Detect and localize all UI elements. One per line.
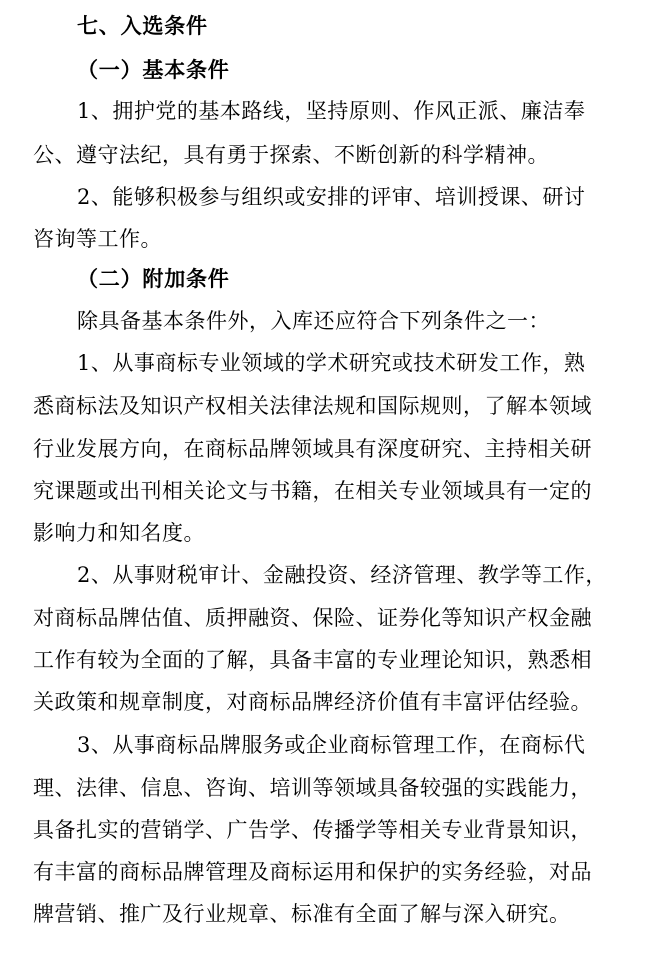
additional-item-3-line-2: 理、法律、信息、咨询、培训等领域具备较强的实践能力， (33, 776, 592, 800)
basic-item-2-line-2: 咨询等工作。 (33, 227, 162, 251)
additional-item-1-line-5: 影响力和知名度。 (33, 521, 205, 545)
additional-item-1-line-3: 行业发展方向，在商标品牌领域具有深度研究、主持相关研 (33, 437, 592, 461)
basic-conditions-heading: （一）基本条件 (77, 58, 230, 82)
additional-item-2-line-4: 关政策和规章制度，对商标品牌经济价值有丰富评估经验。 (33, 690, 592, 714)
additional-item-1-line-2: 悉商标法及知识产权相关法律法规和国际规则，了解本领域 (33, 394, 592, 418)
additional-item-2-line-1: 2、从事财税审计、金融投资、经济管理、教学等工作， (77, 563, 607, 587)
additional-item-3-line-5: 牌营销、推广及行业规章、标准有全面了解与深入研究。 (33, 902, 571, 926)
additional-item-1-line-4: 究课题或出刊相关论文与书籍，在相关专业领域具有一定的 (33, 479, 592, 503)
basic-item-1-line-2: 公、遵守法纪，具有勇于探索、不断创新的科学精神。 (33, 143, 549, 167)
additional-item-3-line-4: 有丰富的商标品牌管理及商标运用和保护的实务经验，对品 (33, 860, 592, 884)
additional-item-2-line-3: 工作有较为全面的了解，具备丰富的专业理论知识，熟悉相 (33, 648, 592, 672)
basic-item-2-line-1: 2、能够积极参与组织或安排的评审、培训授课、研讨 (77, 185, 586, 209)
additional-item-3-line-1: 3、从事商标品牌服务或企业商标管理工作，在商标代 (77, 733, 586, 757)
additional-item-1-line-1: 1、从事商标专业领域的学术研究或技术研发工作，熟 (77, 351, 586, 375)
additional-intro: 除具备基本条件外，入库还应符合下列条件之一： (77, 309, 550, 333)
additional-conditions-heading: （二）附加条件 (77, 267, 230, 291)
section-title: 七、入选条件 (77, 14, 208, 38)
additional-item-2-line-2: 对商标品牌估值、质押融资、保险、证券化等知识产权金融 (33, 606, 592, 630)
basic-item-1-line-1: 1、拥护党的基本路线，坚持原则、作风正派、廉洁奉 (77, 99, 586, 123)
additional-item-3-line-3: 具备扎实的营销学、广告学、传播学等相关专业背景知识， (33, 818, 592, 842)
